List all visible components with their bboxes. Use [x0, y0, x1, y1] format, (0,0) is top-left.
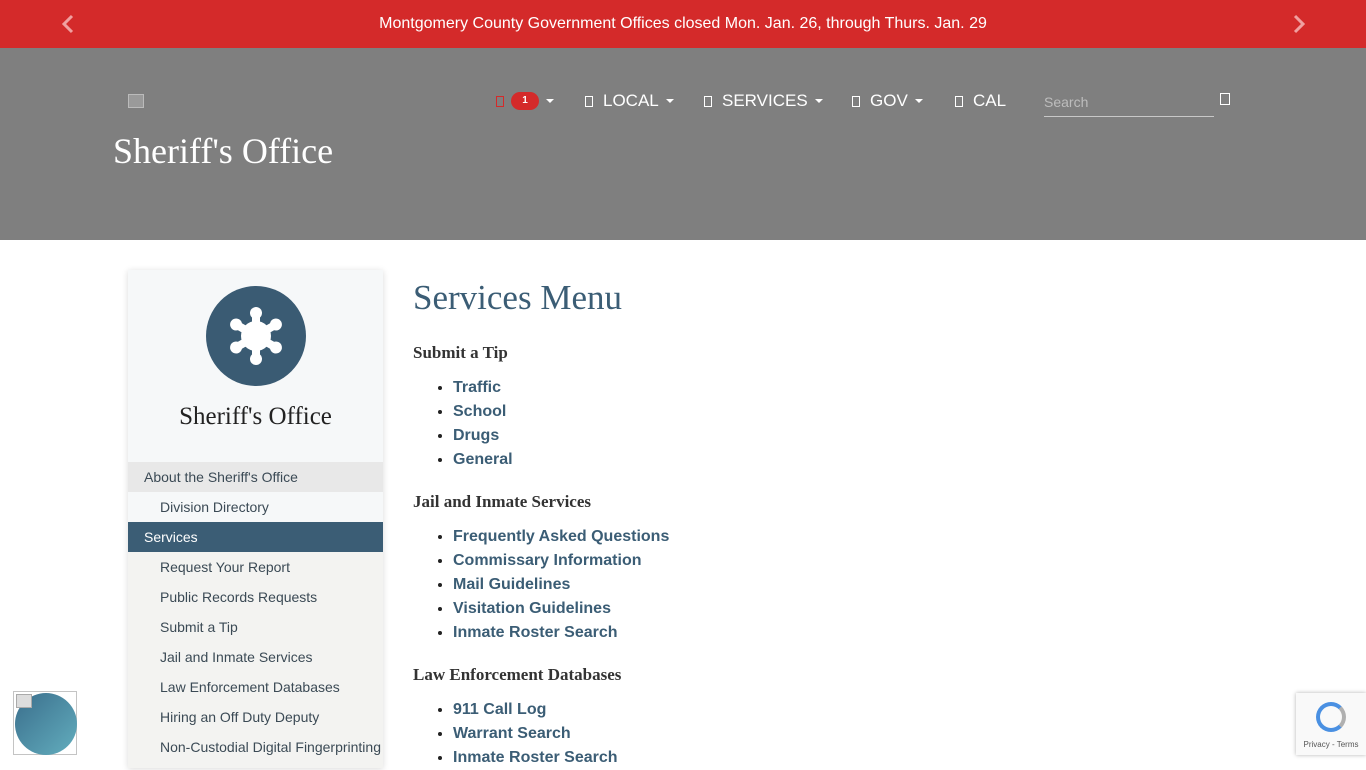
link-faq[interactable]: Frequently Asked Questions — [453, 528, 670, 545]
link-traffic[interactable]: Traffic — [453, 379, 502, 396]
section-heading: Submit a Tip — [413, 343, 508, 362]
county-logo[interactable] — [128, 94, 144, 108]
list-item — [453, 525, 669, 549]
list-item — [453, 448, 513, 472]
link-list — [413, 525, 669, 645]
list-item — [453, 376, 513, 400]
sidebar-item-division-directory[interactable]: Division Directory — [128, 492, 383, 522]
broken-image-icon — [16, 694, 32, 708]
sidebar-item-off-duty-deputy[interactable]: Hiring an Off Duty Deputy — [160, 709, 320, 725]
nav-gov[interactable] — [852, 88, 923, 114]
sidebar-item-services[interactable]: Services — [128, 522, 383, 552]
recaptcha-separator: - — [1329, 740, 1337, 749]
link-visitation[interactable]: Visitation Guidelines — [453, 600, 611, 617]
nav-local[interactable] — [585, 88, 674, 114]
page-title: Services Menu — [413, 278, 622, 317]
recaptcha-icon — [1316, 702, 1346, 732]
government-icon — [852, 96, 860, 107]
department-name: Sheriff's Office — [179, 403, 332, 430]
sidebar-item-law-databases[interactable]: Law Enforcement Databases — [160, 679, 340, 695]
link-mail-guidelines[interactable]: Mail Guidelines — [453, 576, 571, 593]
chat-widget[interactable] — [13, 691, 77, 755]
list-item — [453, 549, 669, 573]
search-icon[interactable] — [1220, 93, 1230, 105]
nav-services[interactable] — [704, 88, 823, 114]
link-911-call-log[interactable]: 911 Call Log — [453, 701, 547, 718]
caret-down-icon — [815, 99, 823, 103]
calendar-icon — [955, 96, 963, 107]
caret-down-icon — [915, 99, 923, 103]
sidebar-item-about[interactable]: About the Sheriff's Office — [128, 462, 383, 492]
sidebar-item-public-records[interactable]: Public Records Requests — [160, 589, 318, 605]
recaptcha-links — [1296, 740, 1366, 749]
list-item — [453, 746, 618, 770]
list-item — [453, 722, 618, 746]
link-inmate-roster[interactable]: Inmate Roster Search — [453, 624, 618, 641]
link-list — [413, 376, 513, 472]
site-title[interactable]: Sheriff's Office — [113, 131, 334, 171]
list-item — [453, 597, 669, 621]
list-item — [453, 400, 513, 424]
services-icon — [704, 96, 712, 107]
search-box — [1044, 88, 1214, 117]
sidebar-item-fingerprinting[interactable]: Non-Custodial Digital Fingerprinting — [160, 739, 381, 755]
link-general[interactable]: General — [453, 451, 513, 468]
chevron-right-icon[interactable] — [1286, 12, 1310, 36]
sidebar — [128, 270, 383, 768]
link-warrant-search[interactable]: Warrant Search — [453, 725, 571, 742]
recaptcha-terms-link[interactable]: Terms — [1336, 740, 1359, 749]
link-school[interactable]: School — [453, 403, 507, 420]
link-list — [413, 698, 618, 770]
list-item — [453, 424, 513, 448]
alert-banner — [0, 0, 1366, 48]
link-inmate-roster-2[interactable]: Inmate Roster Search — [453, 749, 618, 766]
department-badge — [206, 286, 306, 386]
link-drugs[interactable]: Drugs — [453, 427, 500, 444]
list-item — [453, 621, 669, 645]
sidebar-item-jail-inmate[interactable]: Jail and Inmate Services — [160, 649, 313, 665]
section-heading: Law Enforcement Databases — [413, 665, 622, 684]
recaptcha-privacy-link[interactable]: Privacy — [1303, 740, 1330, 749]
nav-cal-label: CAL — [973, 91, 1007, 110]
notifications-badge: 1 — [511, 92, 539, 110]
list-item — [453, 573, 669, 597]
caret-down-icon — [546, 99, 554, 103]
map-marker-icon — [585, 96, 593, 107]
alert-text[interactable]: Montgomery County Government Offices closed Mon. Jan. 26, through Thurs. Jan. 29 — [379, 15, 987, 32]
link-commissary[interactable]: Commissary Information — [453, 552, 642, 569]
list-item — [453, 698, 618, 722]
section-heading: Jail and Inmate Services — [413, 492, 592, 511]
caret-down-icon — [666, 99, 674, 103]
recaptcha-badge[interactable] — [1296, 693, 1366, 755]
sidebar-department-card — [128, 270, 383, 462]
sheriff-star-icon — [206, 286, 306, 386]
search-input[interactable] — [1044, 88, 1214, 116]
nav-services-label: SERVICES — [722, 91, 808, 110]
site-header — [0, 48, 1366, 240]
nav-local-label: LOCAL — [603, 91, 659, 110]
nav-gov-label: GOV — [870, 91, 908, 110]
sidebar-item-request-report[interactable]: Request Your Report — [160, 559, 290, 575]
bell-icon — [496, 96, 504, 107]
notifications-menu[interactable] — [496, 88, 554, 114]
sidebar-item-submit-tip[interactable]: Submit a Tip — [160, 619, 238, 635]
nav-cal[interactable] — [955, 88, 1006, 114]
